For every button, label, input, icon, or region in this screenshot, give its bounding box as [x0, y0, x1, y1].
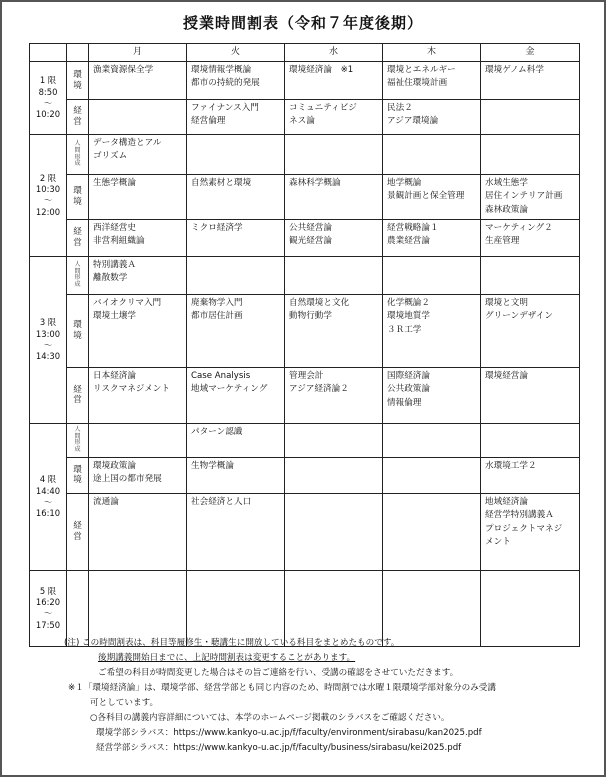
course-cell	[187, 62, 285, 100]
course-cell	[187, 219, 285, 256]
course-cell	[285, 100, 383, 135]
course-name: 水域生態学	[485, 178, 528, 188]
course-cell	[285, 423, 383, 457]
category-text: 人間形成	[74, 260, 81, 289]
course-cell	[89, 457, 187, 493]
course-name: ネス論	[289, 116, 315, 127]
course-name: 公共経営論	[289, 222, 332, 233]
course-name: 都市の持続的発展	[191, 78, 260, 89]
note-text: ご希望の科目が時間変更した場合はその旨ご連絡を行い、受講の確認をさせていただきます。	[98, 667, 459, 678]
course-cell	[285, 367, 383, 423]
course-cell	[285, 256, 383, 294]
timetable-row	[30, 493, 580, 570]
course-cell	[383, 62, 481, 100]
course-name: ファイナンス入門	[191, 103, 259, 113]
timetable	[29, 43, 580, 647]
course-name: 農業経営論	[387, 236, 430, 247]
category-label	[67, 219, 89, 256]
course-cell	[285, 62, 383, 100]
category-text: 経営	[73, 384, 82, 406]
course-cell	[89, 175, 187, 220]
category-label	[67, 135, 89, 175]
period-label-line: 2 限	[39, 172, 57, 183]
category-text: 人間形成	[74, 425, 81, 454]
course-name: 環境経済論 ※1	[289, 65, 354, 75]
course-cell	[383, 367, 481, 423]
course-name: バイオクリマ入門	[93, 297, 162, 308]
category-text: 経営	[73, 227, 82, 248]
course-cell	[383, 100, 481, 135]
course-cell	[481, 62, 580, 100]
course-cell	[89, 423, 187, 457]
course-name: コミュニティビジ	[289, 103, 357, 113]
period-label	[30, 135, 67, 257]
course-cell	[383, 423, 481, 457]
course-cell	[383, 256, 481, 294]
course-name: 流通論	[93, 496, 119, 507]
note-line	[64, 711, 594, 726]
course-cell	[89, 135, 187, 175]
course-cell	[481, 219, 580, 256]
course-cell	[383, 135, 481, 175]
course-name: 環境ゲノム科学	[485, 65, 544, 75]
course-cell	[89, 367, 187, 423]
period-label-line: 14:30	[35, 351, 61, 362]
course-name: 環境情報学概論	[191, 65, 252, 75]
course-name: 廃棄物学入門	[191, 297, 243, 308]
course-cell	[481, 367, 580, 423]
page-title: 授業時間割表（令和７年度後期）	[182, 14, 423, 32]
course-name: アジア経済論２	[289, 384, 349, 395]
course-name: プロジェクトマネジ	[485, 523, 563, 534]
category-text: 環境	[73, 320, 82, 341]
course-name: 地学概論	[387, 178, 422, 188]
category-text: 人間形成	[74, 139, 81, 168]
timetable-row	[30, 175, 580, 220]
note-line	[64, 666, 594, 681]
period-label-line: 17:50	[35, 619, 61, 630]
timetable-row	[30, 100, 580, 135]
course-cell	[187, 294, 285, 367]
course-cell	[187, 135, 285, 175]
course-name: 社会経済と人口	[191, 496, 252, 507]
course-cell	[481, 175, 580, 220]
course-cell	[187, 175, 285, 220]
course-name: 環境土壌学	[93, 311, 136, 322]
course-name: 経営戦略論１	[387, 222, 439, 233]
course-name: 自然素材と環境	[191, 178, 252, 188]
course-cell	[481, 100, 580, 135]
course-cell	[383, 457, 481, 493]
course-name: メント	[485, 536, 511, 547]
course-name: 国際経済論	[387, 370, 430, 381]
course-name: 民法２	[387, 103, 413, 113]
course-name: Case Analysis	[191, 370, 251, 381]
category-text: 経営	[73, 106, 82, 127]
course-name: ゴリズム	[93, 151, 128, 162]
note-prefix: (注)	[64, 638, 80, 648]
period-label-line: 3 限	[39, 317, 57, 328]
course-cell	[383, 294, 481, 367]
course-name: グリーンデザイン	[485, 311, 553, 322]
course-cell	[481, 256, 580, 294]
category-label	[67, 256, 89, 294]
course-cell	[285, 294, 383, 367]
course-name: 水環境工学２	[485, 460, 537, 471]
period-label-line: 〜	[43, 608, 53, 619]
course-cell	[187, 457, 285, 493]
course-name: アジア環境論	[387, 116, 439, 127]
course-name: 日本経済論	[93, 370, 136, 381]
course-cell	[383, 175, 481, 220]
course-cell	[383, 493, 481, 570]
day-header: 金	[481, 44, 580, 62]
header-corner	[30, 44, 67, 62]
course-cell	[481, 423, 580, 457]
header-corner	[67, 44, 89, 62]
period-label-line: 4 限	[39, 474, 57, 485]
course-name: 離散数学	[93, 273, 128, 284]
category-label	[67, 423, 89, 457]
timetable-row	[30, 294, 580, 367]
category-label	[67, 493, 89, 570]
course-cell	[89, 256, 187, 294]
course-name: 管理会計	[289, 370, 324, 381]
course-cell	[285, 493, 383, 570]
course-name: 西洋経営史	[93, 222, 136, 233]
timetable-row	[30, 62, 580, 100]
period-label-line: 1 限	[39, 75, 57, 86]
period-label-line: 〜	[43, 98, 53, 108]
course-cell	[89, 493, 187, 570]
note-text: 後期講義開始日までに、上記時間割表は変更することがあります。	[98, 652, 356, 663]
period-label-line: 16:20	[35, 597, 61, 608]
course-name: マーケティング２	[485, 222, 553, 233]
category-label	[67, 294, 89, 367]
course-name: 化学概論２	[387, 297, 430, 308]
category-text: 環境	[73, 464, 82, 486]
period-label	[30, 570, 67, 646]
period-label-line: 12:00	[35, 206, 61, 217]
course-cell	[285, 135, 383, 175]
course-name: リスクマネジメント	[93, 384, 170, 395]
course-cell	[285, 175, 383, 220]
note-text: 可としています。	[90, 697, 159, 708]
course-name: 途上国の都市発展	[93, 474, 162, 485]
course-name: 生産管理	[485, 236, 520, 247]
course-name: データ構造とアル	[93, 138, 162, 148]
course-name: 環境政策論	[93, 460, 136, 471]
course-name: 特別講義Ａ	[93, 259, 136, 270]
course-cell	[481, 135, 580, 175]
course-name: 動物行動学	[289, 311, 332, 322]
course-cell	[285, 219, 383, 256]
period-label	[30, 62, 67, 135]
period-label	[30, 256, 67, 423]
note-line	[64, 636, 594, 651]
period-label-line: 〜	[43, 339, 53, 350]
course-cell	[187, 423, 285, 457]
course-name: 景観計画と保全管理	[387, 191, 465, 202]
category-label	[67, 62, 89, 100]
course-name: 非営利組織論	[93, 236, 145, 247]
course-name: 居住インテリア計画	[485, 191, 563, 202]
timetable-row	[30, 457, 580, 493]
course-cell	[89, 219, 187, 256]
period-label-line: 10:30	[35, 184, 61, 195]
course-cell	[481, 294, 580, 367]
note-text: ○各科目の講義内容詳細については、本学のホームページ掲載のシラバスをご確認ください。	[90, 712, 450, 723]
course-name: 環境地質学	[387, 311, 430, 322]
category-label	[67, 367, 89, 423]
course-name: 情報倫理	[387, 397, 422, 408]
course-name: 都市居住計画	[191, 311, 243, 322]
period-label-line: 〜	[43, 195, 53, 206]
category-text: 経営	[73, 521, 82, 542]
course-name: 森林科学概論	[289, 178, 341, 188]
period-label-line: 5 限	[39, 585, 57, 596]
category-text: 環境	[73, 186, 82, 207]
course-cell	[187, 493, 285, 570]
course-name: 自然環境と文化	[289, 297, 350, 308]
timetable-row	[30, 423, 580, 457]
period-label-line: 16:10	[35, 508, 61, 519]
course-cell	[383, 219, 481, 256]
day-header: 月	[89, 44, 187, 62]
course-name: 経営倫理	[191, 116, 226, 127]
day-header-row	[30, 44, 580, 62]
period-label-line: 13:00	[35, 328, 61, 339]
course-cell	[187, 256, 285, 294]
category-label	[67, 175, 89, 220]
syllabus-link-business: 経営学部シラバス：https://www.kankyo-u.ac.jp/f/faculty/business/sirabasu/kei2025.pdf	[96, 742, 462, 753]
timetable-row	[30, 367, 580, 423]
course-name: 漁業資源保全学	[93, 65, 154, 75]
course-cell	[481, 493, 580, 570]
period-label-line: 8:50	[38, 86, 58, 97]
course-name: 生態学概論	[93, 178, 136, 188]
note-line	[64, 651, 594, 666]
period-label-line: 14:40	[35, 485, 61, 496]
note-text: ※１「環境経済論」は、環境学部、経営学部とも同じ内容のため、時間割では水曜１限環境学部対象分のみ受講	[68, 682, 496, 693]
course-cell	[89, 294, 187, 367]
course-name: ミクロ経済学	[191, 222, 243, 233]
course-name: 観光経営論	[289, 236, 332, 247]
note-line	[64, 726, 594, 741]
category-text: 環境	[73, 69, 82, 91]
course-name: 環境経営論	[485, 370, 528, 381]
day-header: 水	[285, 44, 383, 62]
course-cell	[285, 457, 383, 493]
day-header: 火	[187, 44, 285, 62]
course-name: 地域経済論	[485, 496, 528, 507]
course-name: 環境とエネルギー	[387, 65, 456, 75]
syllabus-link-environment: 環境学部シラバス：https://www.kankyo-u.ac.jp/f/faculty/environment/sirabasu/kan2025.pdf	[96, 727, 482, 738]
timetable-row	[30, 135, 580, 175]
course-name: 森林政策論	[485, 204, 528, 215]
note-text: この時間割表は、科目等履修生・聴講生に開放している科目をまとめたものです。	[82, 638, 400, 648]
period-label	[30, 423, 67, 570]
note-line	[64, 741, 594, 756]
course-name: 生物学概論	[191, 460, 234, 471]
course-name: ３Ｒ工学	[387, 324, 422, 335]
day-header: 木	[383, 44, 481, 62]
period-label-line: 〜	[43, 496, 53, 507]
course-name: 経営学特別講義Ａ	[485, 510, 554, 521]
course-name: 地域マーケティング	[191, 384, 268, 395]
category-label	[67, 457, 89, 493]
note-line	[64, 696, 594, 711]
course-name: 福祉住環境計画	[387, 78, 448, 89]
category-label	[67, 100, 89, 135]
course-name: 公共政策論	[387, 384, 430, 395]
course-cell	[89, 62, 187, 100]
note-line	[68, 681, 594, 696]
course-cell	[187, 100, 285, 135]
course-name: 環境と文明	[485, 297, 528, 308]
course-cell	[187, 367, 285, 423]
course-cell	[481, 457, 580, 493]
course-name: パターン認識	[191, 426, 243, 437]
period-label-line: 10:20	[35, 109, 61, 120]
notes	[64, 636, 594, 756]
timetable-row	[30, 256, 580, 294]
timetable-row	[30, 219, 580, 256]
course-cell	[89, 100, 187, 135]
